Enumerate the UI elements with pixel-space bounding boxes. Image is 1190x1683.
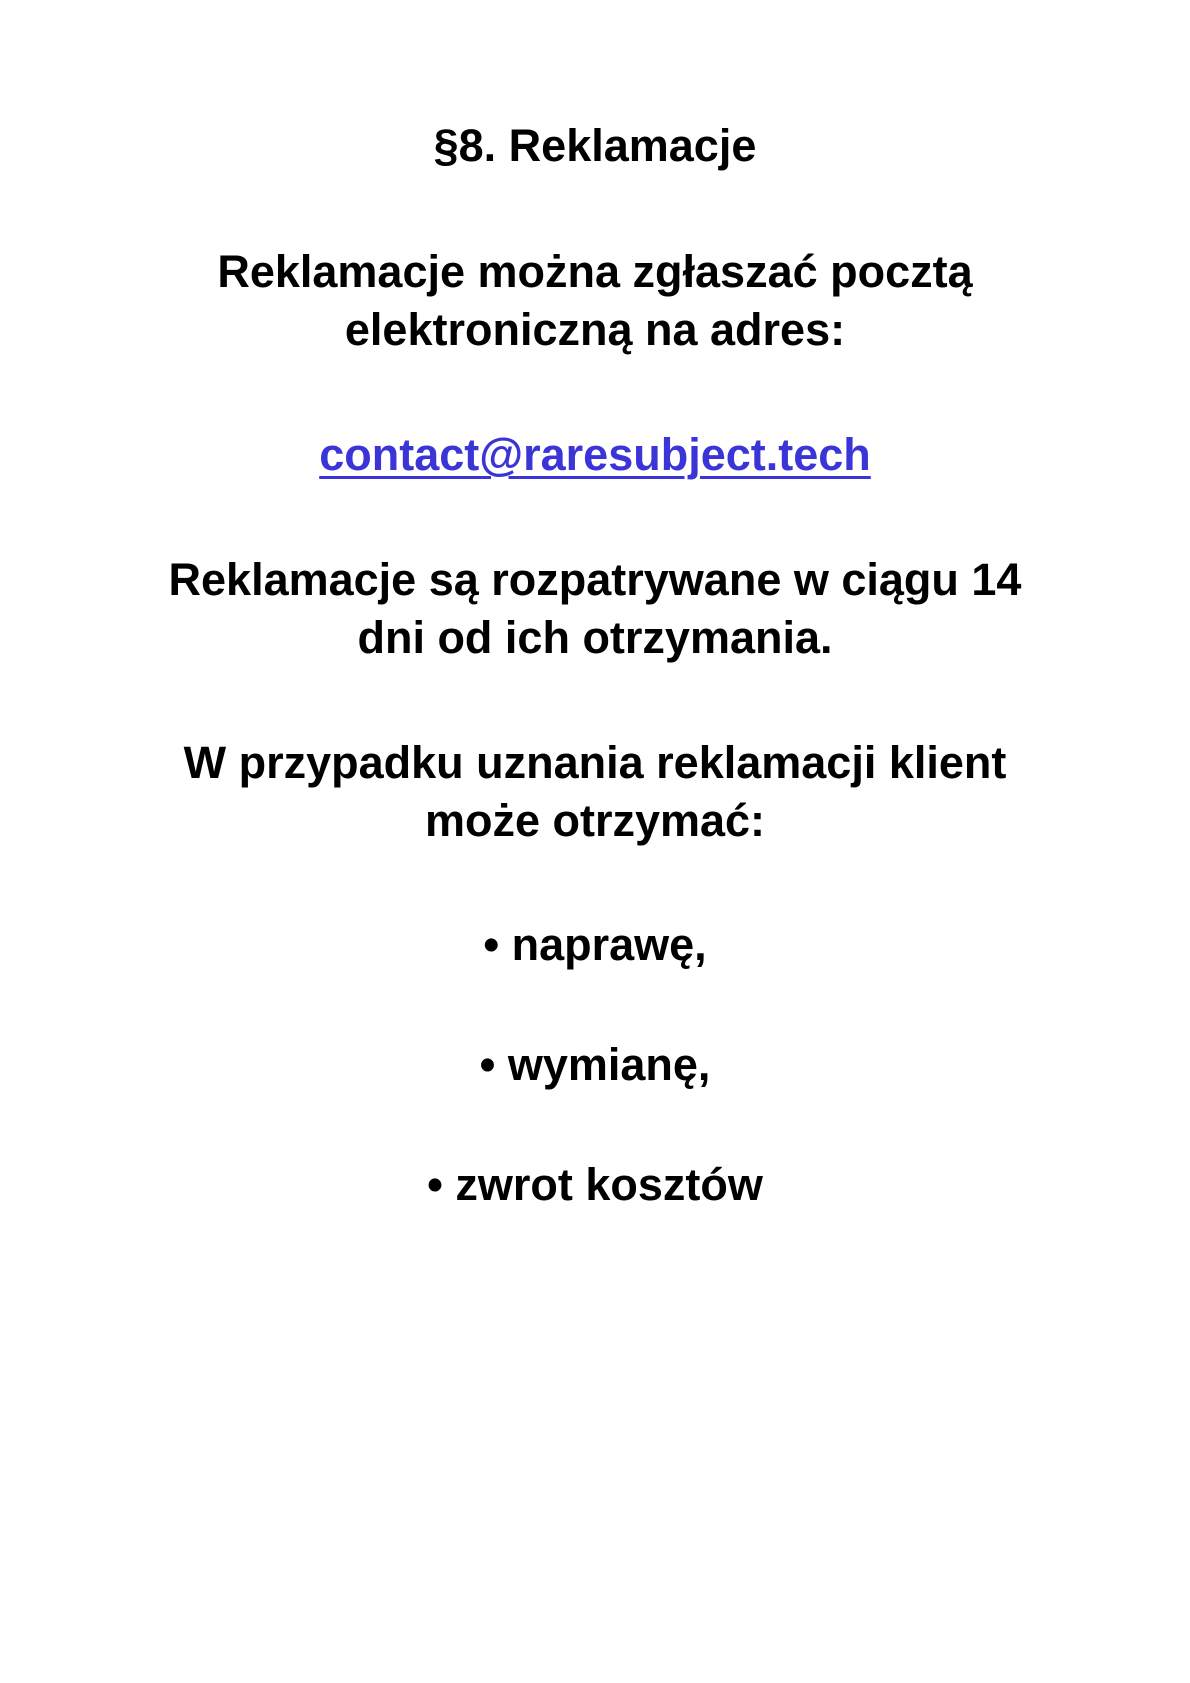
email-link[interactable]: contact@raresubject.tech [319,429,871,480]
email-row [0,425,1190,485]
list-item-repair: • naprawę, [483,919,707,970]
paragraph-timeline-line-2: dni od ich otrzymania. [357,612,833,663]
section-heading: §8. Reklamacje [433,120,757,171]
paragraph-remedy-line-2: może otrzymać: [424,795,766,846]
list-item-refund: • zwrot kosztów [427,1159,763,1210]
paragraph-timeline-line-1: Reklamacje są rozpatrywane w ciągu 14 [168,554,1022,605]
paragraph-contact-line-1: Reklamacje można zgłaszać pocztą [217,246,973,297]
list-item-replacement: • wymianę, [479,1039,711,1090]
paragraph-remedy-line-1: W przypadku uznania reklamacji klient [183,737,1007,788]
paragraph-contact-line-2: elektroniczną na adres: [344,304,846,355]
